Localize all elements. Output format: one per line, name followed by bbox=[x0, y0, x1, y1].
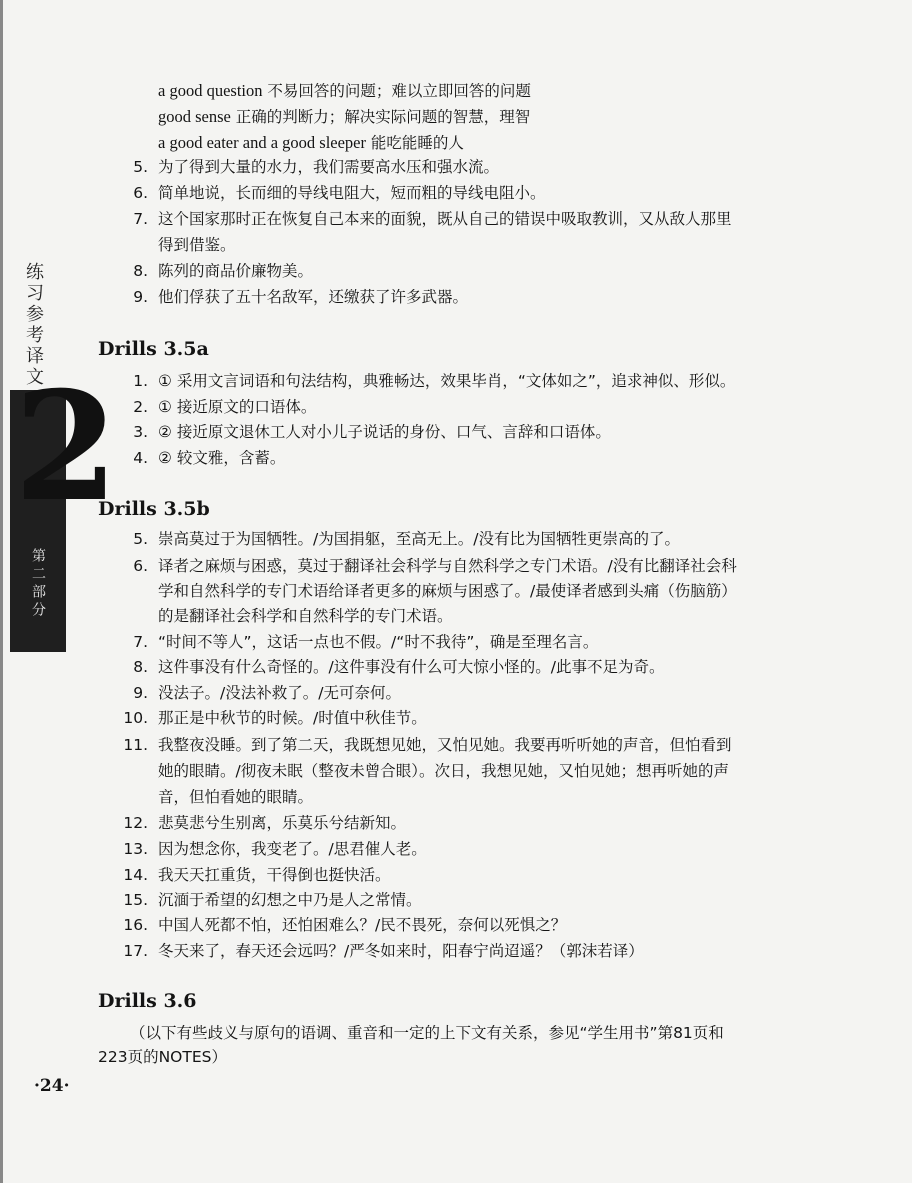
item-text-line: 译者之麻烦与困惑，莫过于翻译社会科学与自然科学之专门术语。/没有比翻译社会科 bbox=[158, 557, 737, 575]
item-number: 3. bbox=[133, 423, 148, 441]
page-left-edge bbox=[0, 0, 3, 1183]
item-text-line: 学和自然科学的专门术语给译者更多的麻烦与困惑了。/最使译者感到头痛（伤脑筋） bbox=[158, 582, 737, 600]
item-number: 5. bbox=[133, 530, 148, 548]
item-number: 7. bbox=[133, 633, 148, 651]
item-number: 1. bbox=[133, 372, 148, 390]
gloss-english: a good question bbox=[158, 81, 263, 100]
gloss-line bbox=[158, 106, 530, 128]
part-number-glyph: 2 bbox=[14, 359, 119, 535]
item-text-line: 那正是中秋节的时候。/时值中秋佳节。 bbox=[158, 709, 427, 727]
section-heading-3-5a: Drills 3.5a bbox=[98, 338, 209, 360]
item-text-line: 悲莫悲兮生别离，乐莫乐兮结新知。 bbox=[158, 814, 407, 832]
note-line: 223页的NOTES） bbox=[98, 1048, 227, 1066]
item-text-line: 因为想念你，我变老了。/思君催人老。 bbox=[158, 840, 427, 858]
item-number: 9. bbox=[133, 684, 148, 702]
item-text-line: 简单地说，长而细的导线电阻大，短而粗的导线电阻小。 bbox=[158, 184, 546, 202]
gloss-line bbox=[158, 80, 531, 102]
item-number: 11. bbox=[123, 736, 148, 754]
item-text-line: 冬天来了，春天还会远吗？/严冬如来时，阳春宁尚迢遥？（郭沫若译） bbox=[158, 942, 644, 960]
gloss-chinese: 不易回答的问题；难以立即回答的问题 bbox=[262, 82, 531, 100]
item-number: 13. bbox=[123, 840, 148, 858]
item-text-line: 这件事没有什么奇怪的。/这件事没有什么可大惊小怪的。/此事不足为奇。 bbox=[158, 658, 665, 676]
item-number: 17. bbox=[123, 942, 148, 960]
note-line: （以下有些歧义与原句的语调、重音和一定的上下文有关系，参见“学生用书”第81页和 bbox=[130, 1024, 724, 1042]
side-running-title: 练习参考译文 bbox=[23, 262, 44, 388]
item-number: 5. bbox=[133, 158, 148, 176]
item-number: 8. bbox=[133, 658, 148, 676]
item-number: 7. bbox=[133, 210, 148, 228]
item-text-line: ① 采用文言词语和句法结构，典雅畅达，效果毕肖，“文体如之”，追求神似、形似。 bbox=[158, 372, 736, 390]
item-number: 8. bbox=[133, 262, 148, 280]
item-number: 6. bbox=[133, 557, 148, 575]
item-number: 9. bbox=[133, 288, 148, 306]
item-text-line: 我整夜没睡。到了第二天，我既想见她，又怕见她。我要再听听她的声音，但怕看到 bbox=[158, 736, 732, 754]
section-heading-3-6: Drills 3.6 bbox=[98, 990, 197, 1012]
item-number: 2. bbox=[133, 398, 148, 416]
item-text-line: 我天天扛重货，干得倒也挺快活。 bbox=[158, 866, 391, 884]
gloss-chinese: 正确的判断力；解决实际问题的智慧，理智 bbox=[230, 108, 531, 126]
gloss-english: good sense bbox=[158, 107, 231, 126]
item-text-line: 沉湎于希望的幻想之中乃是人之常情。 bbox=[158, 891, 422, 909]
item-number: 15. bbox=[123, 891, 148, 909]
item-text-line: 崇高莫过于为国牺牲。/为国捐躯，至高无上。/没有比为国牺牲更崇高的了。 bbox=[158, 530, 680, 548]
item-text-line: 的是翻译社会科学和自然科学的专门术语。 bbox=[158, 607, 453, 625]
item-number: 14. bbox=[123, 866, 148, 884]
side-part-label: 第二部分 bbox=[30, 548, 46, 620]
item-text-line: ① 接近原文的口语体。 bbox=[158, 398, 317, 416]
item-text-line: 她的眼睛。/彻夜未眠（整夜未曾合眼）。次日，我想见她，又怕见她；想再听她的声 bbox=[158, 762, 729, 780]
item-text-line: 得到借鉴。 bbox=[158, 236, 236, 254]
section-heading-3-5b: Drills 3.5b bbox=[98, 498, 210, 520]
item-number: 6. bbox=[133, 184, 148, 202]
item-number: 10. bbox=[123, 709, 148, 727]
item-text-line: 为了得到大量的水力，我们需要高水压和强水流。 bbox=[158, 158, 500, 176]
gloss-line bbox=[158, 132, 464, 154]
page-number: ·24· bbox=[34, 1076, 70, 1096]
item-number: 12. bbox=[123, 814, 148, 832]
item-text-line: ② 接近原文退休工人对小儿子说话的身份、口气、言辞和口语体。 bbox=[158, 423, 611, 441]
item-text-line: 中国人死都不怕，还怕困难么？/民不畏死，奈何以死惧之？ bbox=[158, 916, 567, 934]
item-number: 4. bbox=[133, 449, 148, 467]
item-number: 16. bbox=[123, 916, 148, 934]
item-text-line: 这个国家那时正在恢复自己本来的面貌，既从自己的错误中吸取教训，又从敌人那里 bbox=[158, 210, 732, 228]
item-text-line: 他们俘获了五十名敌军，还缴获了许多武器。 bbox=[158, 288, 469, 306]
item-text-line: 音，但怕看她的眼睛。 bbox=[158, 788, 314, 806]
gloss-chinese: 能吃能睡的人 bbox=[366, 134, 464, 152]
gloss-english: a good eater and a good sleeper bbox=[158, 133, 366, 152]
item-text-line: 陈列的商品价廉物美。 bbox=[158, 262, 314, 280]
item-text-line: ② 较文雅，含蓄。 bbox=[158, 449, 286, 467]
item-text-line: “时间不等人”，这话一点也不假。/“时不我待”，确是至理名言。 bbox=[158, 633, 599, 651]
item-text-line: 没法子。/没法补救了。/无可奈何。 bbox=[158, 684, 401, 702]
